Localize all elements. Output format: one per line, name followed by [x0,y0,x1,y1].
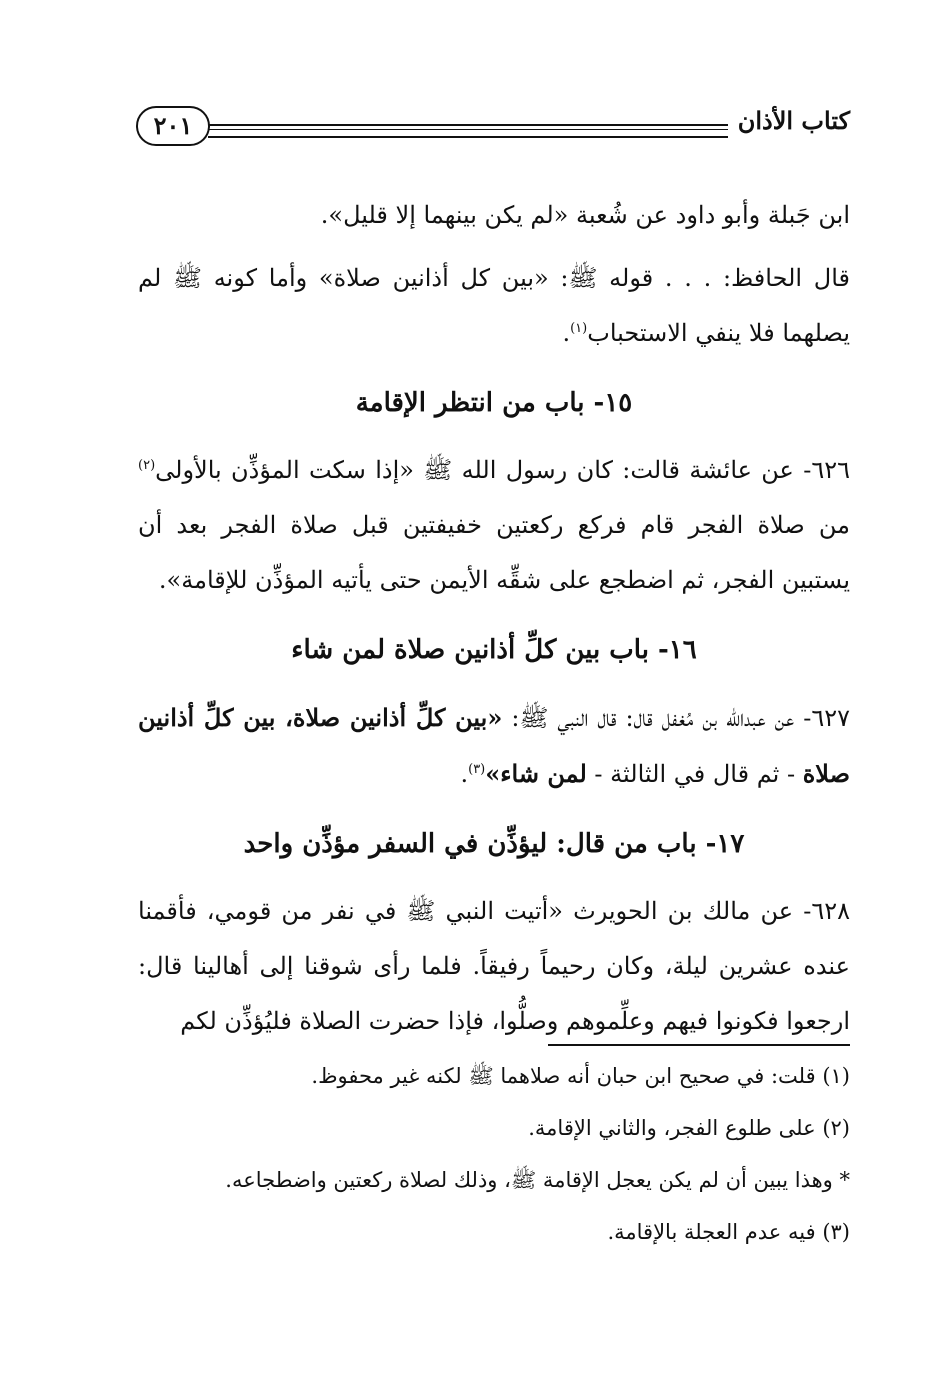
header-rule [208,124,728,138]
paragraph-continuation [138,188,850,243]
page-header [136,98,850,158]
paragraph-text: ابن جَبلة وأبو داود عن شُعبة «لم يكن بينهما إلا قليل». [320,201,850,229]
footnote-divider [548,1044,850,1046]
hadith-text: ٦٢٨- عن مالك بن الحويرث «أتيت النبي ﷺ في نفر من قومي، فأقمنا عنده عشرين ليلة، وكان رحيماً رفيقاً. فلما رأى شوقنا إلى أهالينا قال: ارجعوا فكونوا فيهم وعلِّموهم وصلُّوا، فإذا حضرت الصلاة فليُؤذِّن لكم [138,897,850,1035]
hadith-626 [138,443,850,608]
hadith-text: من صلاة الفجر قام فركع ركعتين خفيفتين قبل صلاة الفجر بعد أن يستبين الفجر، ثم اضطجع على شقِّه الأيمن حتى يأتيه المؤذِّن للإقامة». [138,511,850,594]
hadith-quote-bold: لمن شاء» [485,759,587,788]
hadith-text: ٦٢٦- عن عائشة قالت: كان رسول الله ﷺ «إذا سكت المؤذِّن بالأولى [155,456,850,484]
footnote-1: (١) قلت: في صحيح ابن حبان أنه صلاهما ﷺ لكنه غير محفوظ. [311,1064,850,1088]
hadith-628 [138,884,850,1049]
footnote-ref[interactable]: (٣) [468,762,486,777]
footnote-3: (٣) فيه عدم العجلة بالإقامة. [607,1220,850,1244]
footnote-ref[interactable]: (٢) [138,458,156,473]
book-title: كتاب الأذان [737,106,850,135]
paragraph-hafiz: قال الحافظ: . . . قوله ﷺ: «بين كل أذانين صلاة» وأما كونه ﷺ لم يصلهما فلا ينفي الاستحباب$^{(١)}$. [138,264,850,347]
hadith-quote-bold: «بين كلِّ أذانين صلاة، بين كلِّ أذانين صلاة [138,703,850,788]
paragraph-text: قال الحافظ: . . . قوله ﷺ: «بين كل أذانين صلاة» وأما كونه ﷺ لم يصلهما فلا ينفي الاستحباب [138,264,850,347]
footnotes [138,1050,850,1258]
hadith-text: - ثم قال في الثالثة - [586,760,803,788]
footnote-ref[interactable]: (١) [570,321,588,336]
hadith-627: ٦٢٧- عن عبدالله بن مُغفل قال: قال النبي ﷺ: «بين كلِّ أذانين صلاة، بين كلِّ أذانين صلاة - ثم قال في الثالثة - لمن شاء»$^{(٣)}$. [138,703,850,788]
page-number: ٢٠١ [136,106,210,146]
page-body [138,188,850,1049]
chapter-heading-15: ١٥- باب من انتظر الإقامة [355,388,633,418]
chapter-heading-16: ١٦- باب بين كلِّ أذانين صلاة لمن شاء [291,635,697,665]
chapter-heading-17: ١٧- باب من قال: ليؤذِّن في السفر مؤذِّن واحد [243,829,745,859]
footnote-2: (٢) على طلوع الفجر، والثاني الإقامة. [528,1116,850,1140]
footnote-note: * وهذا يبين أن لم يكن يعجل الإقامة ﷺ، وذلك لصلاة ركعتين واضطجاعه. [225,1168,850,1192]
hadith-text: ٦٢٧- عن عبدالله بن مُغفل قال: قال النبي ﷺ: [502,704,850,732]
